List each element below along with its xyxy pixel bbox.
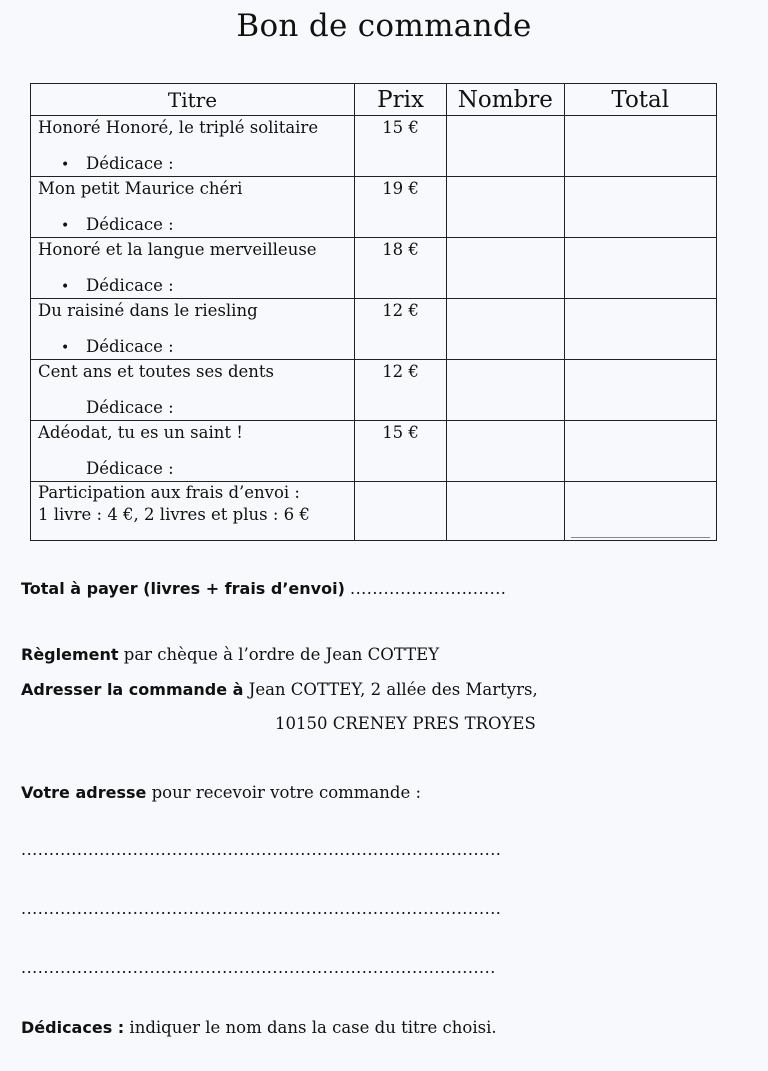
address-field-2[interactable]: ...................................................................................... <box>21 899 502 918</box>
header-quantity: Nombre <box>447 84 564 116</box>
payment-line <box>21 645 439 664</box>
dedications-note-text: indiquer le nom dans la case du titre choisi. <box>124 1018 497 1037</box>
your-address-line <box>21 783 421 802</box>
total-cell[interactable] <box>564 299 716 360</box>
book-title: Adéodat, tu es un saint ! <box>38 423 243 442</box>
title-cell[interactable] <box>31 116 355 177</box>
book-price: 18 € <box>382 240 419 259</box>
quantity-cell[interactable] <box>447 116 564 177</box>
bullet-icon: • <box>61 157 70 173</box>
total-cell[interactable] <box>564 238 716 299</box>
table-row <box>31 360 717 421</box>
your-address-label: Votre adresse <box>21 783 147 802</box>
title-cell[interactable] <box>31 177 355 238</box>
dedication-label: • Dédicace : <box>61 154 174 173</box>
quantity-cell[interactable] <box>447 360 564 421</box>
quantity-cell[interactable] <box>447 299 564 360</box>
book-title: Honoré Honoré, le triplé solitaire <box>38 118 319 137</box>
title-cell[interactable] <box>31 238 355 299</box>
quantity-cell[interactable] <box>447 238 564 299</box>
order-table <box>30 83 717 541</box>
total-to-pay-line <box>21 579 506 598</box>
total-cell[interactable] <box>564 360 716 421</box>
title-cell[interactable] <box>31 421 355 482</box>
book-title: Mon petit Maurice chéri <box>38 179 243 198</box>
header-price: Prix <box>354 84 446 116</box>
send-order-city: 10150 CRENEY PRES TROYES <box>275 714 536 733</box>
dedications-note-label: Dédicaces : <box>21 1018 125 1037</box>
title-cell[interactable] <box>31 360 355 421</box>
table-row <box>31 299 717 360</box>
your-address-text: pour recevoir votre commande : <box>146 783 422 802</box>
book-price: 15 € <box>382 118 419 137</box>
table-row <box>31 116 717 177</box>
book-title: Cent ans et toutes ses dents <box>38 362 275 381</box>
total-cell[interactable] <box>564 116 716 177</box>
payment-text: par chèque à l’ordre de Jean COTTEY <box>118 645 440 664</box>
dedications-note <box>21 1018 497 1037</box>
shipping-quantity-cell[interactable] <box>447 482 564 541</box>
title-cell[interactable] <box>31 299 355 360</box>
table-row <box>31 238 717 299</box>
shipping-line-2: 1 livre : 4 €, 2 livres et plus : 6 € <box>38 505 310 524</box>
header-total: Total <box>564 84 716 116</box>
header-title: Titre <box>31 84 355 116</box>
total-to-pay-field[interactable]: ............................ <box>349 579 507 598</box>
dedication-label: Dédicace : <box>86 398 174 417</box>
table-header-row <box>31 84 717 116</box>
shipping-line-1: Participation aux frais d’envoi : <box>38 483 300 502</box>
payment-label: Règlement <box>21 645 119 664</box>
bullet-icon: • <box>61 340 70 356</box>
book-price: 15 € <box>382 423 419 442</box>
total-cell[interactable] <box>564 177 716 238</box>
dedication-label: • Dédicace : <box>61 215 174 234</box>
table-row <box>31 421 717 482</box>
dedication-label: • Dédicace : <box>61 337 174 356</box>
total-underline <box>571 537 710 538</box>
book-title: Honoré et la langue merveilleuse <box>38 240 317 259</box>
shipping-price-cell[interactable] <box>354 482 446 541</box>
total-to-pay-label: Total à payer (livres + frais d’envoi) <box>21 579 345 598</box>
address-field-3[interactable]: ..................................................................................... <box>21 958 496 977</box>
send-order-label: Adresser la commande à <box>21 680 244 699</box>
send-order-line <box>21 680 538 699</box>
dedication-label: • Dédicace : <box>61 276 174 295</box>
shipping-total-cell[interactable] <box>564 482 716 541</box>
book-title: Du raisiné dans le riesling <box>38 301 258 320</box>
table-row <box>31 177 717 238</box>
bullet-icon: • <box>61 218 70 234</box>
dedication-label: Dédicace : <box>86 459 174 478</box>
book-price: 19 € <box>382 179 419 198</box>
send-order-address: Jean COTTEY, 2 allée des Martyrs, <box>243 680 538 699</box>
quantity-cell[interactable] <box>447 421 564 482</box>
address-field-1[interactable]: ...................................................................................... <box>21 840 502 859</box>
bullet-icon: • <box>61 279 70 295</box>
total-cell[interactable] <box>564 421 716 482</box>
page-title: Bon de commande <box>236 8 532 44</box>
quantity-cell[interactable] <box>447 177 564 238</box>
book-price: 12 € <box>382 301 419 320</box>
book-price: 12 € <box>382 362 419 381</box>
shipping-row <box>31 482 717 541</box>
